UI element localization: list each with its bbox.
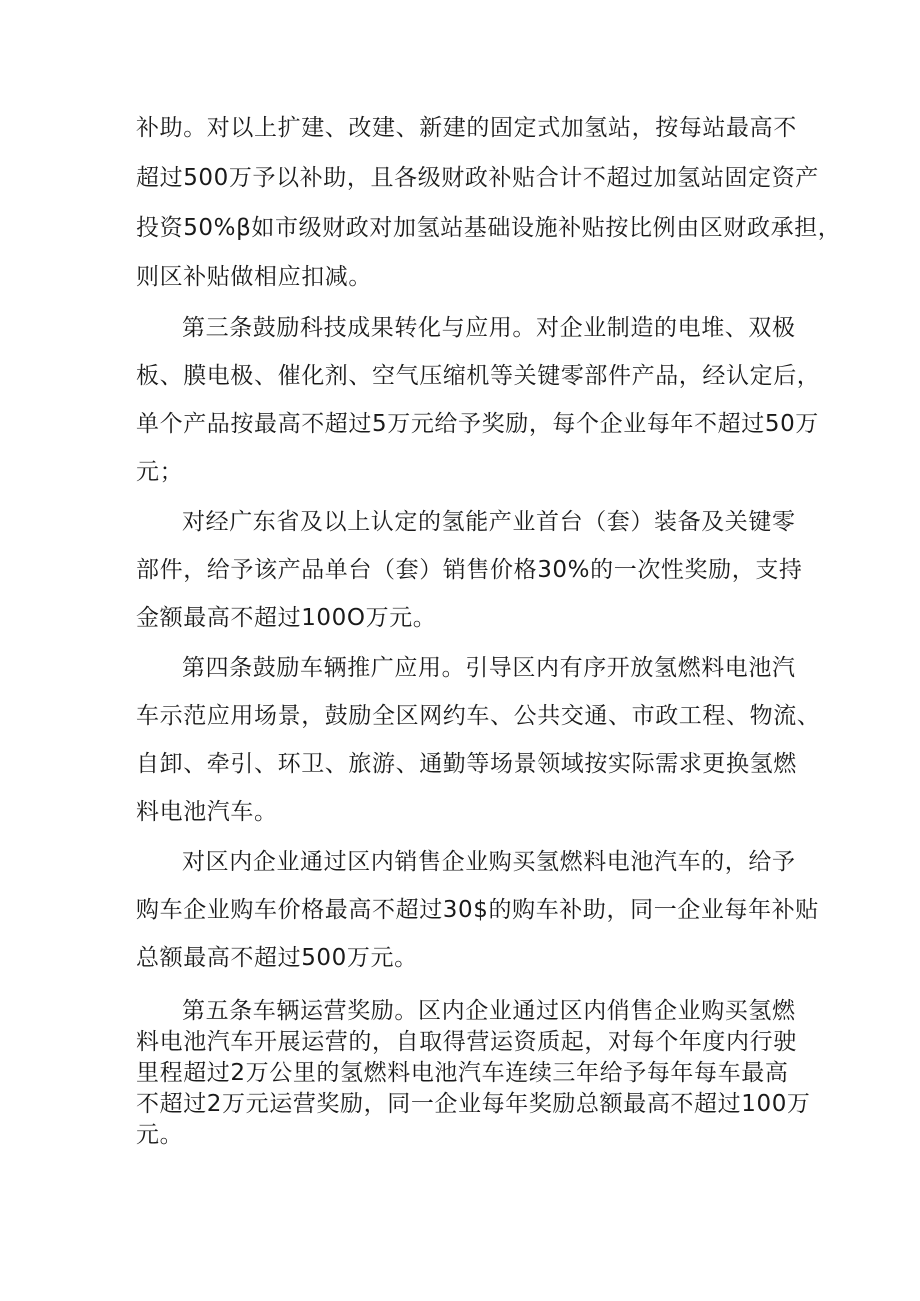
text-line: 里程超过2万公里的氢燃料电池汽车连续三年给予每年每车最高 <box>136 1060 789 1086</box>
text-line: 则区补贴做相应扣减。 <box>136 264 372 290</box>
text-line: 板、膜电极、催化剂、空气压缩机等关键零部件产品，经认定后， <box>136 363 821 389</box>
text-line: 总额最高不超过500万元。 <box>136 945 418 971</box>
text-line: 车示范应用场景，鼓励全区网约车、公共交通、市政工程、物流、 <box>136 703 821 729</box>
text-line: 对经广东省及以上认定的氢能产业首台（套）装备及关键零 <box>182 509 796 535</box>
text-line: 第五条车辆运营奖励。区内企业通过区内俏售企业购买氢燃 <box>182 998 796 1024</box>
text-line: 自卸、牵引、环卫、旅游、通勤等场景领域按实际需求更换氢燃 <box>136 751 797 777</box>
text-line: 第三条鼓励科技成果转化与应用。对企业制造的电堆、双极 <box>182 315 796 341</box>
text-line: 超过500万予以补助，且各级财政补贴合计不超过加氢站固定资产 <box>136 165 819 191</box>
text-line: 元。 <box>136 1122 184 1148</box>
text-line: 补助。对以上扩建、改建、新建的固定式加氢站，按每站最高不 <box>136 115 797 141</box>
text-line: 投资50%β如市级财政对加氢站基础设施补贴按比例由区财政承担， <box>136 215 842 241</box>
text-line: 第四条鼓励车辆推广应用。引导区内有序开放氢燃料电池汽 <box>182 655 796 681</box>
text-line: 料电池汽车开展运营的，自取得营运资质起，对每个年度内行驶 <box>136 1029 797 1055</box>
text-line: 单个产品按最高不超过5万元给予奖励，每个企业每年不超过50万 <box>136 411 819 437</box>
text-line: 料电池汽车。 <box>136 799 278 825</box>
text-line: 对区内企业通过区内销售企业购买氢燃料电池汽车的，给予 <box>182 849 796 875</box>
text-line: 元； <box>136 459 184 485</box>
text-line: 购车企业购车价格最高不超过30$的购车补助，同一企业每年补贴 <box>136 897 819 923</box>
text-line: 金额最高不超过100O万元。 <box>136 605 437 631</box>
text-line: 部件，给予该产品单台（套）销售价格30%的一次性奖励，支持 <box>136 557 803 583</box>
text-line: 不超过2万元运营奖励，同一企业每年奖励总额最高不超过100万 <box>136 1091 811 1117</box>
